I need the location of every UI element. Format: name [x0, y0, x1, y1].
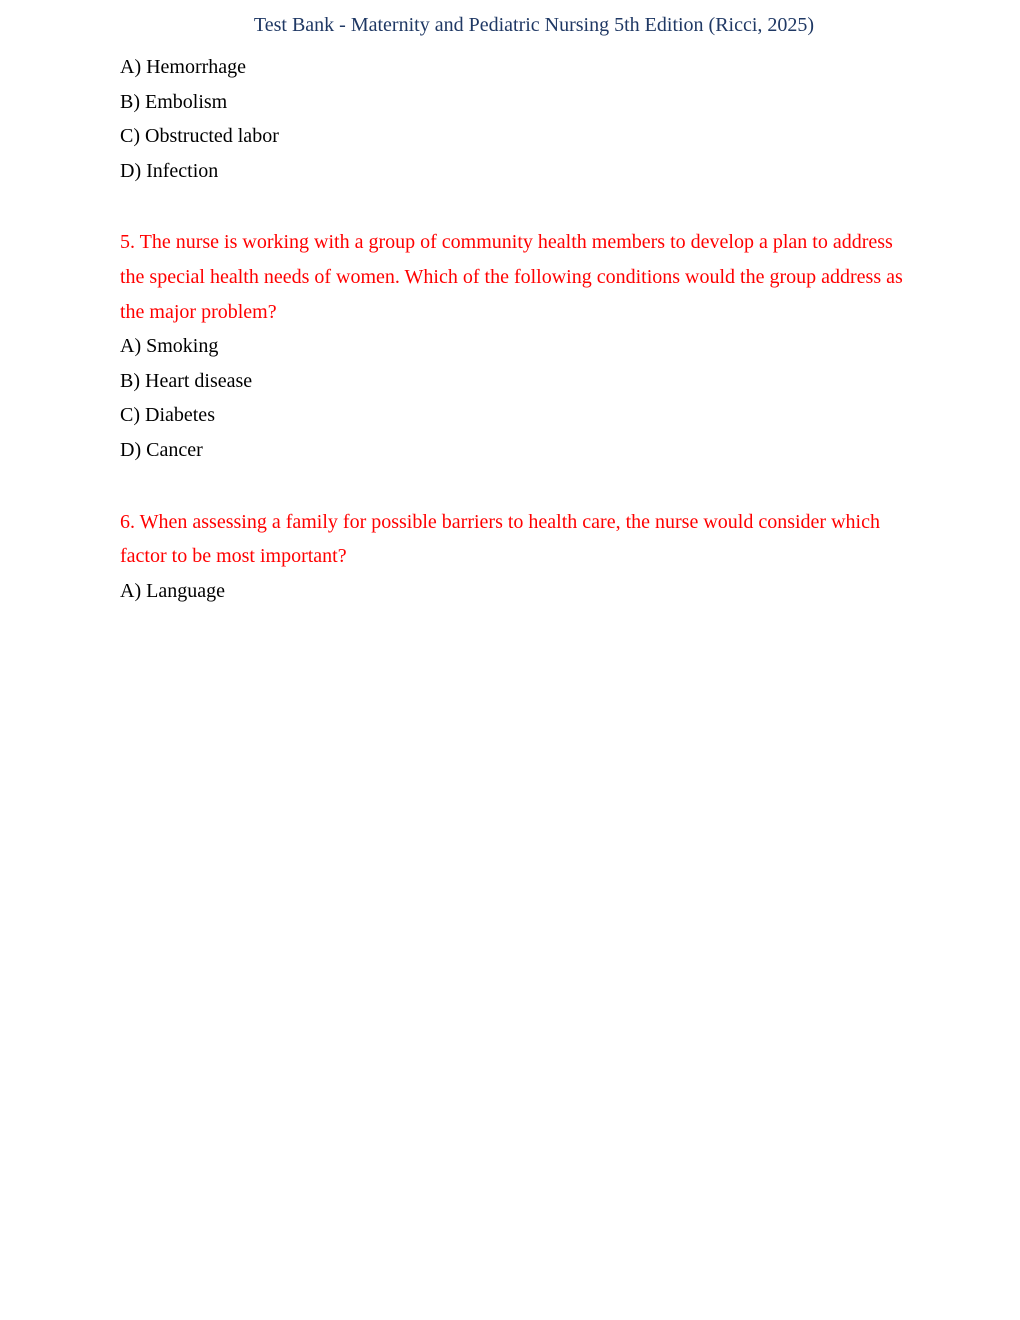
option-b: B) Heart disease: [120, 369, 253, 392]
option-c: C) Diabetes: [120, 404, 215, 427]
question-5-text: 5. The nurse is working with a group of community health members to develop a plan to address the special health needs of women. Which of the following conditions would the group address as the major problem?: [120, 231, 903, 323]
option-c: C) Obstructed labor: [120, 125, 279, 148]
option-a: A) Hemorrhage: [120, 56, 247, 78]
option-d: D) Cancer: [120, 438, 203, 461]
question-5: [120, 225, 910, 467]
previous-question-options: [120, 50, 910, 188]
option-a: A) Language: [120, 579, 225, 602]
page-header: Test Bank - Maternity and Pediatric Nursing 5th Edition (Ricci, 2025): [253, 14, 815, 36]
option-b: B) Embolism: [120, 90, 228, 113]
option-d: D) Infection: [120, 159, 219, 182]
question-6: [120, 505, 910, 609]
page-content: [120, 50, 910, 608]
question-6-text: 6. When assessing a family for possible barriers to health care, the nurse would consider which factor to be most important?: [120, 510, 880, 568]
option-a: A) Smoking: [120, 335, 219, 358]
